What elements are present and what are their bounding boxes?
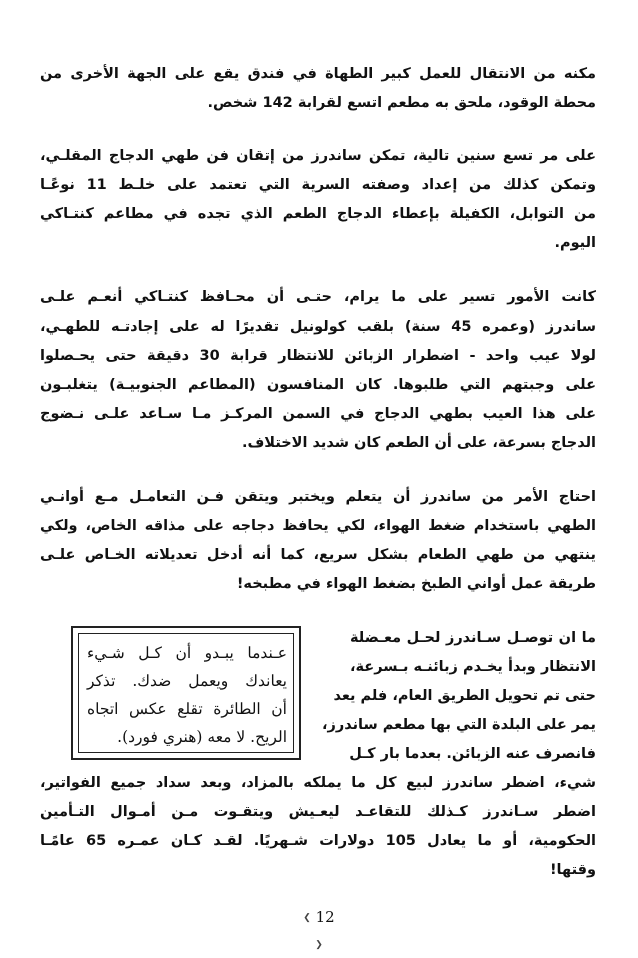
text-line: حتى تم تحويل الطريق العام، فلم يعد: [333, 688, 596, 704]
quote-box: [71, 626, 301, 760]
text-line: لولا عيب واحد - اضطرار الزبائن للانتظار قرابة 30 دقيقة حتى يحـصلوا: [40, 348, 597, 364]
text-line: الحكومية، أو ما يعادل 105 دولارات شـهريًا. لقـد كـان عمـره 65 عامًـا: [40, 833, 597, 849]
text-line: شيء، اضطر ساندرز لبيع كل ما يملكه بالمزاد، وبعد سداد جميع الفواتير،: [40, 775, 596, 791]
text-line: احتاج الأمر من ساندرز أن يتعلم ويختبر ويتقن فـن التعامـل مـع أوانـي: [40, 489, 596, 505]
quote-line: عـندما يبـدو أن كـل شـيء: [87, 644, 287, 662]
text-line: الدجاج بسرعة، على أن الطعم كان شديد الاختلاف.: [241, 435, 596, 451]
page-number-value: 12: [315, 908, 335, 926]
text-line: اضطر سـاندرز كـذلك للتقاعـد ليعـيش ويتقـوت مـن أمـوال التـأمين: [40, 804, 596, 820]
text-line: وقتها!: [549, 862, 596, 878]
text-line: يمر على البلدة التي بها مطعم ساندرز،: [321, 717, 596, 733]
text-line: كانت الأمور تسير على ما يرام، حتـى أن محـافظ كنتـاكي أنعـم علـى: [40, 289, 596, 305]
text-line: ساندرز (وعمره 45 سنة) بلقب كولونيل تقديرًا له على إجادتـه للطهـي،: [40, 319, 596, 335]
ornament-right-icon: ❯: [315, 940, 323, 950]
text-line: الانتظار وبدأ يخـدم زبائنـه بـسرعة،: [350, 659, 596, 675]
text-line: الطهي باستخدام ضغط الهواء، لكي يحافظ دجاجه على مذاقه الخاص، ولكي: [40, 518, 596, 534]
text-line: على مر تسع سنين تالية، تمكن ساندرز من إتقان فن طهي الدجاج المقلـي،: [40, 148, 596, 164]
text-line: مكنه من الانتقال للعمل كبير الطهاة في فندق يقع على الجهة الأخرى من: [40, 66, 596, 82]
quote-line: أن الطائرة تقلع عكس اتجاه: [87, 700, 287, 718]
text-line: فانصرف عنه الزبائن. بعدما بار كـل: [349, 746, 596, 762]
text-line: ما ان توصـل سـاندرز لحـل معـضلة: [350, 630, 596, 646]
text-line: اليوم.: [554, 235, 596, 251]
text-line: على وجبتهم التي طلبوها. كان المنافسون (المطاعم الجنوبيـة) يتغلبـون: [40, 377, 596, 393]
text-line: وتمكن كذلك من إعداد وصفته السرية التي تعتمد على خلـط 11 نوعًـا: [40, 177, 596, 193]
page-number: [299, 904, 339, 950]
text-line: على هذا العيب بطهي الدجاج في السمن المركـز مـا سـاعد علـى نـضوج: [40, 406, 596, 422]
text-line: ينتهي من طهي الطعام بشكل سريع، كما أنه أدخل تعديلاته الخـاص علـى: [40, 547, 596, 563]
ornament-left-icon: ❮: [303, 913, 311, 923]
text-line: من التوابل، الكفيلة بإعطاء الدجاج الطعم الذي تجده في مطاعم كنتـاكي: [40, 206, 596, 222]
text-line: طريقة عمل أواني الطبخ بضغط الهواء في مطبخه!: [236, 576, 596, 592]
quote-line: الريح. لا معه (هنري فورد).: [117, 728, 287, 746]
quote-line: يعاندك ويعمل ضدك. تذكر: [87, 672, 287, 690]
text-line: محطة الوقود، ملحق به مطعم اتسع لقرابة 142 شخص.: [207, 95, 596, 111]
